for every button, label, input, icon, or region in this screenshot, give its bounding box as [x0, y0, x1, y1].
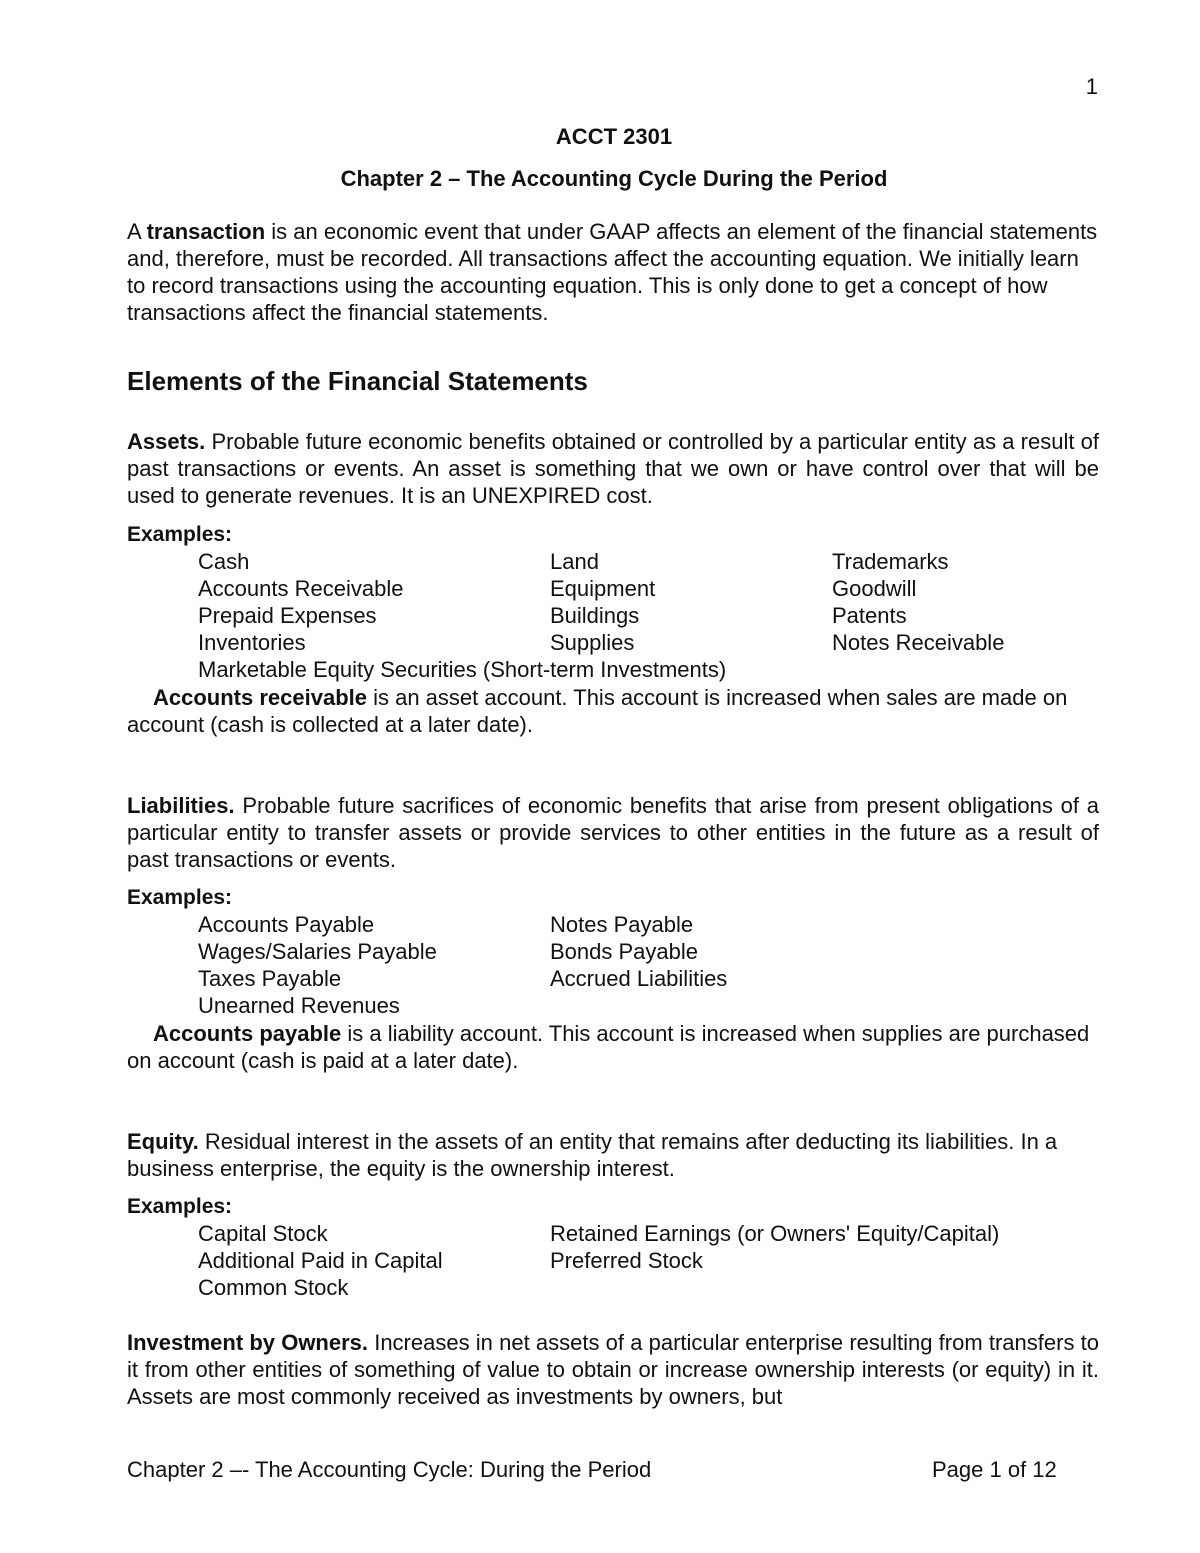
equity-term: Equity.: [127, 1129, 199, 1154]
assets-examples-label: Examples:: [127, 523, 233, 546]
investment-definition: Investment by Owners. Increases in net assets of a particular enterprise resulting from transfers to it from other entities of something of value to obtain or increase ownership interests (or equity) in it. Assets are most commonly received as investments by owners, but: [127, 1330, 1099, 1409]
equity-examples-label: Examples:: [127, 1195, 233, 1218]
chapter-title: Chapter 2 – The Accounting Cycle During the Period: [340, 166, 888, 191]
accounts-receivable-note: Accounts receivable is an asset account. This account is increased when sales are made on account (cash is collected at a later date).: [127, 685, 1068, 737]
equity-definition: Equity. Residual interest in the assets of an entity that remains after deducting its liabilities. In a business enterprise, the equity is the ownership interest.: [127, 1129, 1058, 1181]
assets-definition: Assets. Probable future economic benefits obtained or controlled by a particular entity as a result of past transactions or events. An asset is something that we own or have control over that will be used to generate revenues. It is an UNEXPIRED cost.: [127, 429, 1099, 508]
liabilities-term: Liabilities.: [127, 793, 235, 818]
liabilities-examples-label: Examples:: [127, 886, 233, 909]
footer-chapter-title: Chapter 2 –- The Accounting Cycle: During the Period: [127, 1457, 652, 1482]
intro-paragraph: A transaction is an economic event that under GAAP affects an element of the financial statements and, therefore, must be recorded. All transactions affect the accounting equation. We initially learn to record transactions using the accounting equation. This is only done to get a concept of how transactions affect the financial statements.: [127, 219, 1098, 325]
liabilities-definition: Liabilities. Probable future sacrifices of economic benefits that arise from present obligations of a particular entity to transfer assets or provide services to other entities in the future as a result of past transactions or events.: [127, 793, 1099, 872]
document-page: 1 ACCT 2301 Chapter 2 – The Accounting Cycle During the Period A transaction is an economic event that under GAAP affects an element of the financial statements and, therefore, must be recorded. All transactions affect the accounting equation. We initially learn to record transactions using the accounting equation. This is only done to get a concept of how transactions affect the financial statements. Elements of the Financial Statements Assets. Probable future economic benefits obtained or controlled by a particular entity as a result of past transactions or events. An asset is something that we own or have control over that will be used to generate revenues. It is an UNEXPIRED cost. Examples: Cash Land Trademarks Accounts Receivable Equipment Goodwill Prepaid Expenses Buildings Patents Inventories Supplies Notes Receivable Marketable Equity Securities (Short-term Investments) Accounts receivable is an asset account. This account is increased when sales are made on account (cash is collected at a later date). Liabilities. Probable future sacrifices of economic benefits that arise from present obligations of a particular entity to transfer assets or provide services to other entities in the future as a result of past transactions or events. Examples: Accounts Payable Notes Payable Wages/Salaries Payable Bonds Payable Taxes Payable Accrued Liabilities Unearned Revenues Accounts payable is a liability account. This account is increased when supplies are purchased on account (cash is paid at a later date). Equity. Residual interest in the assets of an entity that remains after deducting its liabilities. In a business enterprise, the equity is the ownership interest. Examples: Capital Stock Retained Earnings (or Owners' Equity/Capital) Additional Paid in Capital Preferred Stock Common Stock Investment by Owners. Increases in net assets of a particular enterprise resulting from transfers to it from other entities of something of value to obtain or increase ownership interests (or equity) in it. Assets are most commonly received as investments by owners, but Chapter 2 –- The Accounting Cycle: During the Period Page 1 of 12: [0, 0, 1200, 1553]
page-number: 1: [1085, 74, 1098, 99]
assets-term: Assets.: [127, 429, 206, 454]
investment-term: Investment by Owners.: [127, 1330, 369, 1355]
accounts-payable-note: Accounts payable is a liability account. This account is increased when supplies are purchased on account (cash is paid at a later date).: [127, 1021, 1090, 1073]
footer-page-count: Page 1 of 12: [932, 1457, 1057, 1482]
transaction-term: transaction: [146, 219, 266, 244]
section-heading: Elements of the Financial Statements: [127, 366, 588, 396]
course-title: ACCT 2301: [555, 124, 673, 149]
